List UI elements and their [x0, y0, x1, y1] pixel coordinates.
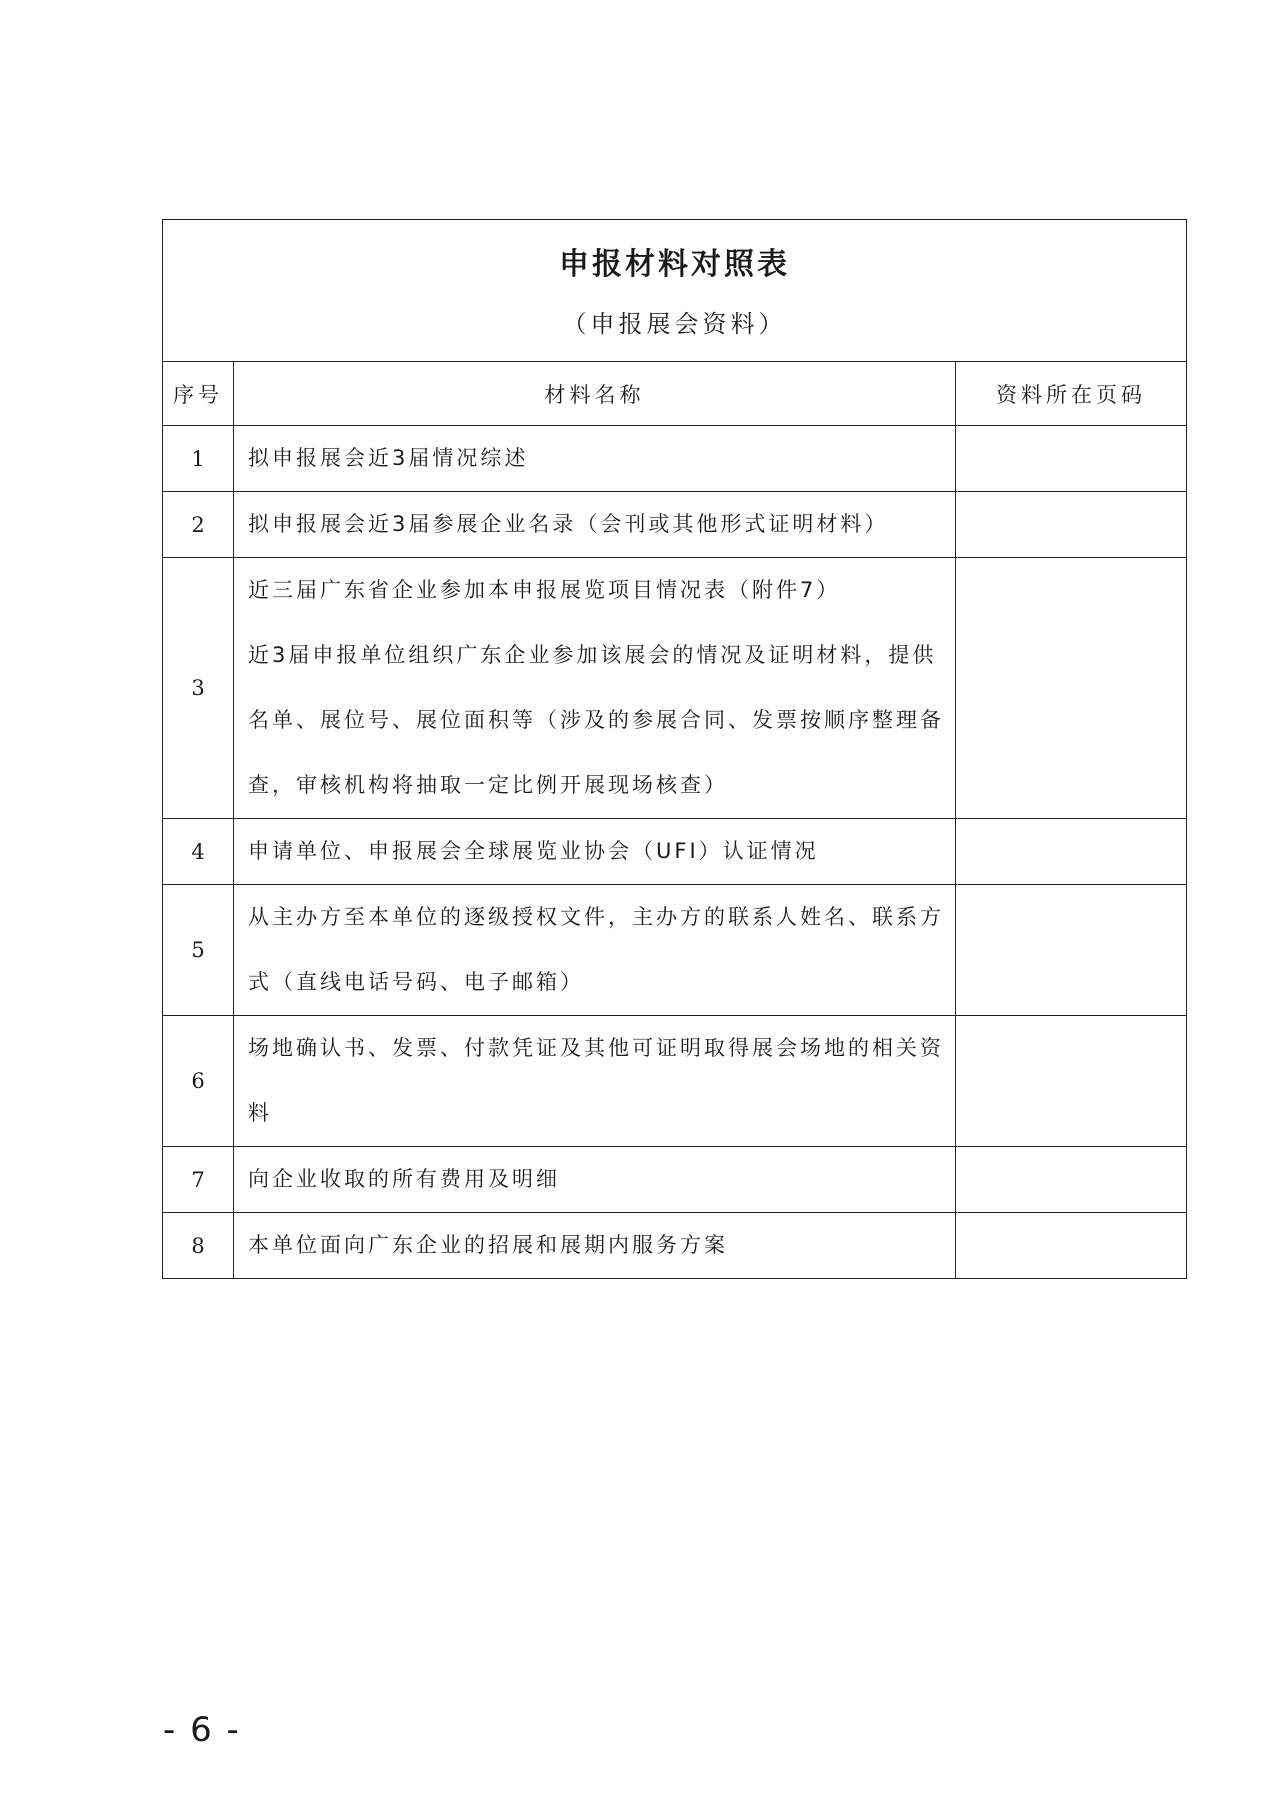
material-name-line: 向企业收取的所有费用及明细 — [248, 1167, 560, 1191]
material-checklist-table — [162, 219, 1187, 1279]
header-index: 序号 — [163, 362, 234, 426]
material-name-line: 本单位面向广东企业的招展和展期内服务方案 — [248, 1233, 728, 1257]
row-index: 1 — [163, 426, 234, 492]
material-name-line: 查，审核机构将抽取一定比例开展现场核查） — [248, 773, 728, 797]
table-row — [163, 492, 1187, 558]
row-page-location — [956, 819, 1187, 885]
table-row — [163, 426, 1187, 492]
material-name-line: 料 — [248, 1101, 272, 1125]
table-subtitle: （申报展会资料） — [562, 309, 787, 338]
row-material-name — [234, 1016, 956, 1147]
page-number: - 6 - — [163, 1710, 241, 1750]
table-row — [163, 819, 1187, 885]
header-material-name: 材料名称 — [234, 362, 956, 426]
row-material-name — [234, 558, 956, 819]
row-page-location — [956, 1213, 1187, 1279]
row-page-location — [956, 558, 1187, 819]
row-page-location — [956, 1016, 1187, 1147]
table-title: 申报材料对照表 — [559, 246, 790, 282]
table-title-cell — [163, 220, 1187, 362]
row-page-location — [956, 492, 1187, 558]
row-index: 5 — [163, 885, 234, 1016]
table-row — [163, 558, 1187, 819]
row-material-name — [234, 819, 956, 885]
row-page-location — [956, 885, 1187, 1016]
table-row — [163, 1147, 1187, 1213]
header-page-location: 资料所在页码 — [956, 362, 1187, 426]
row-index: 7 — [163, 1147, 234, 1213]
material-name-line: 从主办方至本单位的逐级授权文件，主办方的联系人姓名、联系方 — [248, 905, 944, 929]
row-material-name — [234, 1213, 956, 1279]
material-name-line: 场地确认书、发票、付款凭证及其他可证明取得展会场地的相关资 — [248, 1036, 944, 1060]
table-row — [163, 885, 1187, 1016]
table-body — [163, 426, 1187, 1279]
material-name-line: 近三届广东省企业参加本申报展览项目情况表（附件7） — [248, 578, 841, 602]
row-material-name — [234, 885, 956, 1016]
row-index: 4 — [163, 819, 234, 885]
material-name-line: 式（直线电话号码、电子邮箱） — [248, 970, 584, 994]
material-name-line: 申请单位、申报展会全球展览业协会（UFI）认证情况 — [248, 839, 819, 863]
row-material-name — [234, 426, 956, 492]
row-page-location — [956, 1147, 1187, 1213]
material-name-line: 拟申报展会近3届情况综述 — [248, 446, 529, 470]
material-name-line: 名单、展位号、展位面积等（涉及的参展合同、发票按顺序整理备 — [248, 708, 944, 732]
row-index: 6 — [163, 1016, 234, 1147]
material-name-line: 拟申报展会近3届参展企业名录（会刊或其他形式证明材料） — [248, 512, 889, 536]
row-index: 8 — [163, 1213, 234, 1279]
row-page-location — [956, 426, 1187, 492]
table-row — [163, 1016, 1187, 1147]
row-index: 2 — [163, 492, 234, 558]
row-material-name — [234, 492, 956, 558]
row-material-name — [234, 1147, 956, 1213]
material-name-line: 近3届申报单位组织广东企业参加该展会的情况及证明材料，提供 — [248, 643, 937, 667]
row-index: 3 — [163, 558, 234, 819]
table-row — [163, 1213, 1187, 1279]
